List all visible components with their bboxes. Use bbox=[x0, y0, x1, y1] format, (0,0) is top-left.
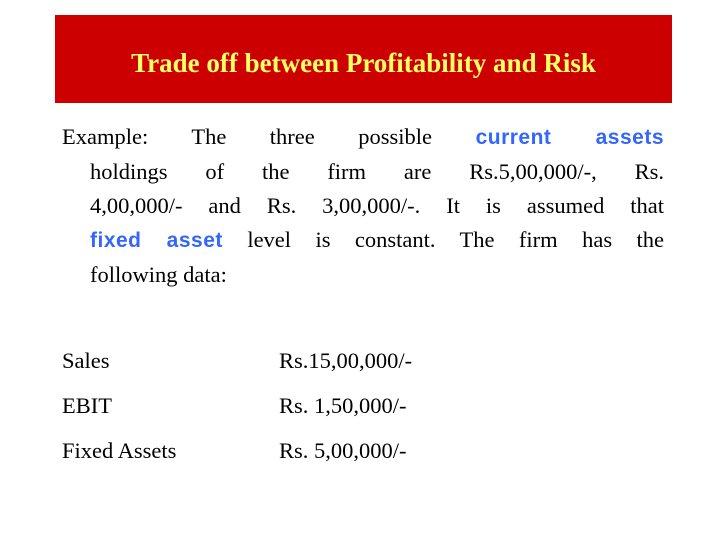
data-label: Fixed Assets bbox=[62, 437, 177, 463]
data-label: Sales bbox=[62, 347, 110, 373]
data-value: Rs. 1,50,000/- bbox=[279, 392, 407, 418]
title-bar bbox=[55, 15, 672, 103]
paragraph-line-4 bbox=[62, 223, 664, 258]
paragraph-line-2: holdings of the firm are Rs.5,00,000/-, Rs. bbox=[90, 159, 664, 184]
data-label: EBIT bbox=[62, 392, 112, 418]
firm-data-table bbox=[62, 338, 412, 473]
paragraph-line-1-text: Example: The three possible bbox=[62, 124, 433, 149]
data-value: Rs.15,00,000/- bbox=[279, 347, 413, 373]
slide-title: Trade off between Profitability and Risk bbox=[131, 47, 596, 78]
paragraph-line-3: 4,00,000/- and Rs. 3,00,000/-. It is assumed that bbox=[90, 193, 664, 218]
highlight-current-assets: current assets bbox=[475, 126, 665, 149]
data-row-fixed-assets bbox=[62, 428, 412, 473]
data-row-ebit bbox=[62, 383, 412, 428]
data-row-sales bbox=[62, 338, 412, 383]
paragraph-line-5: following data: bbox=[90, 262, 227, 287]
data-value: Rs. 5,00,000/- bbox=[279, 437, 407, 463]
highlight-fixed-asset: fixed asset bbox=[90, 229, 223, 252]
paragraph-line-1 bbox=[62, 120, 664, 155]
paragraph-line-4-text: level is constant. The firm has the bbox=[247, 227, 665, 252]
example-paragraph bbox=[62, 120, 664, 292]
